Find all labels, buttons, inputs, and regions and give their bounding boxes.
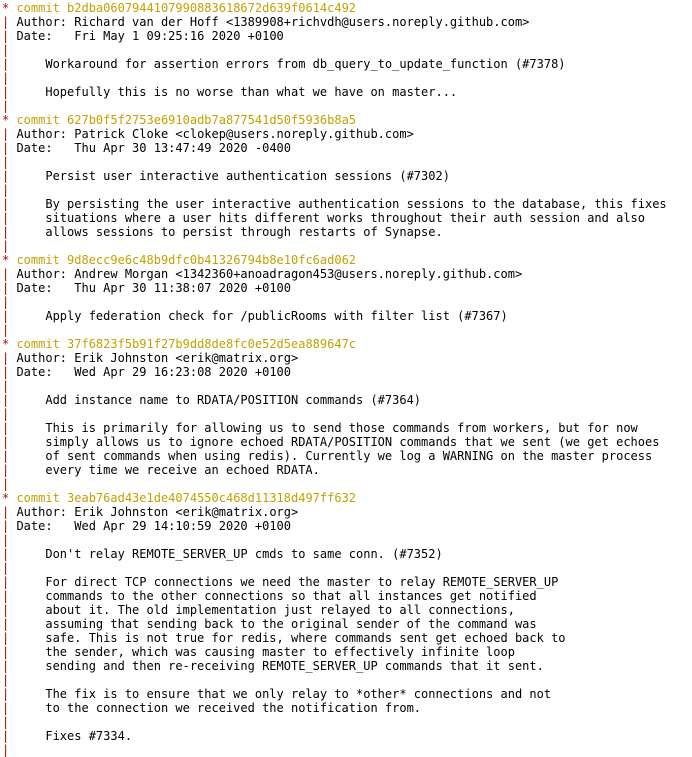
commit-entry: [2, 337, 692, 491]
graph-bar: |: [2, 659, 17, 673]
commit-message-text: Fixes #7334.: [45, 729, 133, 743]
graph-spacer-line: [2, 155, 692, 169]
graph-bar: |: [2, 519, 17, 533]
commit-label: commit: [16, 491, 68, 505]
graph-bar: |: [2, 57, 17, 71]
graph-spacer-line: [2, 379, 692, 393]
commit-hash: b2dba0607944107990883618672d639f0614c492: [67, 1, 357, 15]
commit-author-line: [2, 505, 692, 519]
commit-message-text: Persist user interactive authentication sessions (#7302): [45, 169, 450, 183]
graph-spacer-line: [2, 239, 692, 253]
commit-message-line: [2, 645, 692, 659]
commit-message-text: Hopefully this is no worse than what we have on master...: [45, 85, 458, 99]
author-label: Author:: [16, 15, 75, 29]
graph-bar: |: [2, 197, 17, 211]
commit-message-line: [2, 589, 692, 603]
commit-message-text: the sender, which was causing master to effectively infinite loop: [45, 645, 515, 659]
commit-message-text: For direct TCP connections we need the master to relay REMOTE_SERVER_UP: [45, 575, 559, 589]
graph-spacer-line: [2, 743, 692, 757]
graph-bar: |: [2, 505, 17, 519]
commit-date: Fri May 1 09:25:16 2020 +0100: [74, 29, 284, 43]
author-label: Author:: [16, 351, 75, 365]
graph-bar: |: [2, 169, 17, 183]
commit-message-line: [2, 435, 692, 449]
commit-message-text: commands to the other connections so that all instances get notified: [45, 589, 537, 603]
commit-author: Richard van der Hoff <1389908+richvdh@users.noreply.github.com>: [74, 15, 530, 29]
graph-bar: |: [2, 435, 17, 449]
commit-message-line: [2, 393, 692, 407]
graph-spacer-line: [2, 533, 692, 547]
commit-message-text: allows sessions to persist through restarts of Synapse.: [45, 225, 443, 239]
graph-bar: |: [2, 225, 17, 239]
commit-message-line: [2, 603, 692, 617]
commit-author-line: [2, 127, 692, 141]
author-label: Author:: [16, 505, 75, 519]
graph-bar: |: [2, 365, 17, 379]
graph-bar: |: [2, 393, 17, 407]
graph-bar: |: [2, 309, 17, 323]
commit-message-text: By persisting the user interactive authentication sessions to the database, this fixes: [45, 197, 667, 211]
graph-bar: |: [2, 323, 10, 337]
commit-author-line: [2, 15, 692, 29]
commit-label: commit: [16, 113, 68, 127]
graph-bar: |: [2, 295, 10, 309]
graph-bar: |: [2, 211, 17, 225]
graph-spacer-line: [2, 561, 692, 575]
graph-bar: |: [2, 617, 17, 631]
commit-date: Wed Apr 29 16:23:08 2020 +0100: [74, 365, 291, 379]
graph-bar: |: [2, 631, 17, 645]
commit-message-line: [2, 85, 692, 99]
commit-hash: 9d8ecc9e6c48b9dfc0b41326794b8e10fc6ad062: [67, 253, 357, 267]
commit-hash: 627b0f5f2753e6910adb7a877541d50f5936b8a5: [67, 113, 357, 127]
commit-message-text: Add instance name to RDATA/POSITION commands (#7364): [45, 393, 422, 407]
commit-message-line: [2, 211, 692, 225]
graph-bar: |: [2, 99, 10, 113]
commit-message-line: [2, 463, 692, 477]
commit-entry: [2, 1, 692, 113]
graph-commit-marker: *: [2, 253, 17, 267]
commit-date: Thu Apr 30 11:38:07 2020 +0100: [74, 281, 291, 295]
graph-bar: |: [2, 351, 17, 365]
commit-message-line: [2, 169, 692, 183]
graph-bar: |: [2, 239, 10, 253]
date-label: Date:: [16, 519, 75, 533]
graph-bar: |: [2, 449, 17, 463]
commit-message-line: [2, 617, 692, 631]
commit-message-line: [2, 225, 692, 239]
commit-message-text: Don't relay REMOTE_SERVER_UP cmds to same conn. (#7352): [45, 547, 443, 561]
commit-message-line: [2, 729, 692, 743]
commit-message-text: sending and then re-receiving REMOTE_SERVER_UP commands that it sent.: [45, 659, 544, 673]
commit-label: commit: [16, 253, 68, 267]
date-label: Date:: [16, 29, 75, 43]
graph-bar: |: [2, 155, 10, 169]
commit-message-text: assuming that sending back to the original sender of the command was: [45, 617, 537, 631]
commit-message-line: [2, 197, 692, 211]
commit-message-line: [2, 659, 692, 673]
date-label: Date:: [16, 365, 75, 379]
graph-bar: |: [2, 43, 10, 57]
graph-bar: |: [2, 603, 17, 617]
graph-spacer-line: [2, 183, 692, 197]
commit-message-line: [2, 575, 692, 589]
graph-bar: |: [2, 561, 10, 575]
graph-bar: |: [2, 407, 10, 421]
commit-message-line: [2, 547, 692, 561]
commit-message-line: [2, 57, 692, 71]
graph-commit-marker: *: [2, 337, 17, 351]
graph-bar: |: [2, 379, 10, 393]
commit-message-line: [2, 309, 692, 323]
graph-bar: |: [2, 701, 17, 715]
graph-spacer-line: [2, 43, 692, 57]
graph-bar: |: [2, 421, 17, 435]
commit-message-line: [2, 449, 692, 463]
commit-message-text: simply allows us to ignore echoed RDATA/POSITION commands that we sent (we get echoes: [45, 435, 660, 449]
graph-spacer-line: [2, 477, 692, 491]
graph-bar: |: [2, 29, 17, 43]
commit-entry: [2, 253, 692, 337]
graph-bar: |: [2, 127, 17, 141]
commit-header-line: [2, 491, 692, 505]
commit-entry: [2, 113, 692, 253]
commit-date: Thu Apr 30 13:47:49 2020 -0400: [74, 141, 291, 155]
commit-message-text: of sent commands when using redis). Currently we log a WARNING on the master process: [45, 449, 653, 463]
commit-message-line: [2, 421, 692, 435]
graph-bar: |: [2, 589, 17, 603]
graph-bar: |: [2, 729, 17, 743]
author-label: Author:: [16, 267, 75, 281]
commit-author-line: [2, 351, 692, 365]
graph-spacer-line: [2, 99, 692, 113]
commit-date-line: [2, 29, 692, 43]
graph-bar: |: [2, 673, 10, 687]
graph-spacer-line: [2, 323, 692, 337]
author-label: Author:: [16, 127, 75, 141]
graph-commit-marker: *: [2, 1, 17, 15]
graph-bar: |: [2, 183, 10, 197]
commit-header-line: [2, 1, 692, 15]
graph-bar: |: [2, 533, 10, 547]
graph-bar: |: [2, 645, 17, 659]
commit-author: Erik Johnston <erik@matrix.org>: [74, 351, 299, 365]
commit-header-line: [2, 113, 692, 127]
graph-bar: |: [2, 687, 17, 701]
graph-bar: |: [2, 85, 17, 99]
graph-commit-marker: *: [2, 113, 17, 127]
commit-message-text: situations where a user hits different works throughout their auth session and also: [45, 211, 645, 225]
commit-message-text: about it. The old implementation just relayed to all connections,: [45, 603, 515, 617]
graph-bar: |: [2, 281, 17, 295]
commit-header-line: [2, 253, 692, 267]
commit-label: commit: [16, 337, 68, 351]
graph-bar: |: [2, 715, 10, 729]
commit-author-line: [2, 267, 692, 281]
commit-message-line: [2, 701, 692, 715]
graph-spacer-line: [2, 673, 692, 687]
commit-hash: 3eab76ad43e1de4074550c468d11318d497ff632: [67, 491, 357, 505]
graph-bar: |: [2, 547, 17, 561]
graph-bar: |: [2, 15, 17, 29]
commit-author: Patrick Cloke <clokep@users.noreply.github.com>: [74, 127, 414, 141]
commit-hash: 37f6823f5b91f27b9dd8de8fc0e52d5ea889647c: [67, 337, 357, 351]
graph-bar: |: [2, 141, 17, 155]
graph-spacer-line: [2, 295, 692, 309]
commit-date-line: [2, 141, 692, 155]
graph-bar: |: [2, 477, 10, 491]
commit-date-line: [2, 365, 692, 379]
graph-bar: |: [2, 575, 17, 589]
commit-header-line: [2, 337, 692, 351]
graph-bar: |: [2, 267, 17, 281]
commit-author: Erik Johnston <erik@matrix.org>: [74, 505, 299, 519]
graph-bar: |: [2, 463, 17, 477]
commit-label: commit: [16, 1, 68, 15]
graph-spacer-line: [2, 71, 692, 85]
commit-message-text: Apply federation check for /publicRooms with filter list (#7367): [45, 309, 508, 323]
graph-spacer-line: [2, 407, 692, 421]
commit-date-line: [2, 519, 692, 533]
commit-message-text: This is primarily for allowing us to send those commands from workers, but for now: [45, 421, 638, 435]
graph-spacer-line: [2, 715, 692, 729]
graph-commit-marker: *: [2, 491, 17, 505]
commit-date-line: [2, 281, 692, 295]
graph-bar: |: [2, 71, 10, 85]
commit-message-line: [2, 631, 692, 645]
commit-message-text: Workaround for assertion errors from db_query_to_update_function (#7378): [45, 57, 566, 71]
commit-message-text: every time we receive an echoed RDATA.: [45, 463, 320, 477]
commit-message-text: to the connection we received the notification from.: [45, 701, 422, 715]
commit-message-line: [2, 687, 692, 701]
commit-entry: [2, 491, 692, 743]
date-label: Date:: [16, 281, 75, 295]
date-label: Date:: [16, 141, 75, 155]
graph-bar: |: [2, 743, 10, 757]
commit-message-text: The fix is to ensure that we only relay to *other* connections and not: [45, 687, 552, 701]
commit-message-text: safe. This is not true for redis, where commands sent get echoed back to: [45, 631, 566, 645]
commit-date: Wed Apr 29 14:10:59 2020 +0100: [74, 519, 291, 533]
commit-author: Andrew Morgan <1342360+anoadragon453@users.noreply.github.com>: [74, 267, 523, 281]
